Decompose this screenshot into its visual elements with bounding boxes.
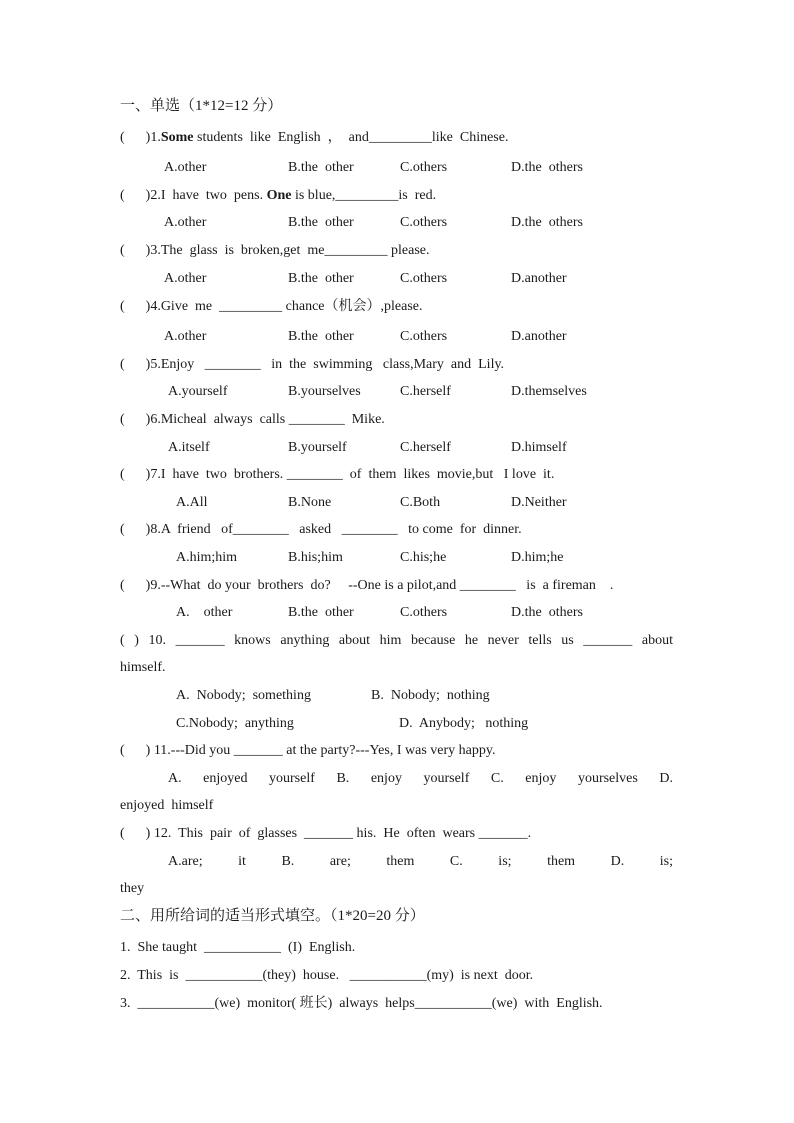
q10-option-b: B. Nobody; nothing [371,688,490,703]
q5-option-c: C.herself [400,384,451,399]
q7-option-c: C.Both [400,495,441,510]
q1-option-d: D.the others [511,160,583,175]
question-11-line1: ( ) 11.---Did you _______ at the party?---Yes, I was very happy. [120,743,496,758]
q8-option-c: C.his;he [400,550,447,565]
fill-item-1: 1. She taught ___________ (I) English. [120,940,356,955]
question-3: ( )3.The glass is broken,get me_________ please. [120,243,430,258]
question-10-line1: ( ) 10. _______ knows anything about him because he never tells us _______ about [120,633,673,648]
fill-item-2: 2. This is ___________(they) house. ___________(my) is next door. [120,968,534,983]
question-1-prefix: ( )1. [120,130,161,145]
q1-option-b: B.the other [288,160,354,175]
question-7: ( )7.I have two brothers. ________ of them likes movie,but I love it. [120,467,555,482]
question-9: ( )9.--What do your brothers do? --One is a pilot,and ________ is a fireman . [120,578,614,593]
question-8: ( )8.A friend of________ asked ________ to come for dinner. [120,522,522,537]
q7-option-a: A.All [176,495,208,510]
question-11-options: A. enjoyed yourself B. enjoy yourself C. enjoy yourselves D. [168,771,673,786]
q1-option-c: C.others [400,160,448,175]
q7-option-d: D.Neither [511,495,567,510]
question-2-prefix: ( )2.I have two pens. [120,188,267,203]
q10-option-a: A. Nobody; something [176,688,311,703]
q6-option-c: C.herself [400,440,451,455]
q10-option-c: C.Nobody; anything [176,716,294,731]
q6-option-b: B.yourself [288,440,347,455]
question-2-bold: One [266,188,292,203]
q2-option-d: D.the others [511,215,583,230]
question-12-line1: ( ) 12. This pair of glasses _______ his. He often wears _______. [120,826,532,841]
q9-option-d: D.the others [511,605,583,620]
q9-option-c: C.others [400,605,448,620]
section1-title: 一、单选（1*12=12 分） [120,98,283,114]
question-5: ( )5.Enjoy ________ in the swimming class,Mary and Lily. [120,357,505,372]
q6-option-d: D.himself [511,440,567,455]
question-2 [120,187,436,205]
question-6: ( )6.Micheal always calls ________ Mike. [120,412,385,427]
section2-title: 二、用所给词的适当形式填空。（1*20=20 分） [120,908,425,924]
q5-option-b: B.yourselves [288,384,361,399]
question-4: ( )4.Give me _________ chance（机会）,please. [120,299,423,314]
question-10-line2: himself. [120,660,166,675]
q2-option-a: A.other [164,215,207,230]
q9-option-a: A. other [176,605,233,620]
q4-option-c: C.others [400,329,448,344]
q3-option-d: D.another [511,271,567,286]
q6-option-a: A.itself [168,440,210,455]
q4-option-b: B.the other [288,329,354,344]
q3-option-a: A.other [164,271,207,286]
q7-option-b: B.None [288,495,332,510]
q8-option-d: D.him;he [511,550,564,565]
q8-option-b: B.his;him [288,550,343,565]
fill-item-3: 3. ___________(we) monitor( 班长) always helps___________(we) with English. [120,996,603,1011]
q10-option-d: D. Anybody; nothing [399,716,529,731]
q8-option-a: A.him;him [176,550,238,565]
question-1-suffix: students like English ， and_________like Chinese. [193,130,509,145]
q5-option-d: D.themselves [511,384,587,399]
q2-option-b: B.the other [288,215,354,230]
question-2-suffix: is blue,_________is red. [291,188,437,203]
q9-option-b: B.the other [288,605,354,620]
q2-option-c: C.others [400,215,448,230]
q5-option-a: A.yourself [168,384,228,399]
q4-option-a: A.other [164,329,207,344]
q4-option-d: D.another [511,329,567,344]
question-12-options: A.are; it B. are; them C. is; them D. is; [168,854,673,869]
question-12-line3: they [120,881,145,896]
q3-option-c: C.others [400,271,448,286]
question-11-line3: enjoyed himself [120,798,214,813]
question-1-bold: Some [160,130,194,145]
q3-option-b: B.the other [288,271,354,286]
question-1 [120,129,508,147]
q1-option-a: A.other [164,160,207,175]
